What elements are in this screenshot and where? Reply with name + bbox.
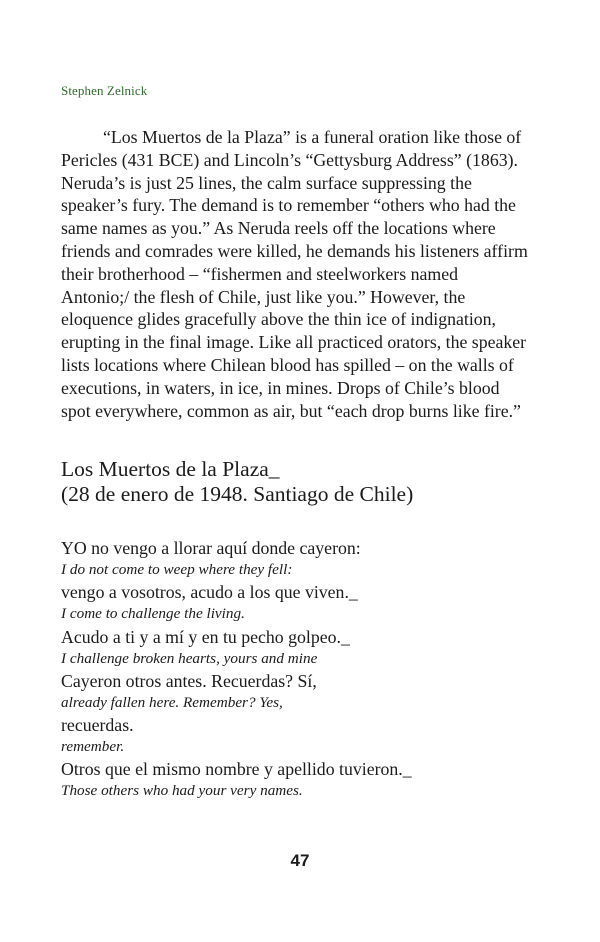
essay-line: Antonio;/ the flesh of Chile, just like you.” However, the [61, 286, 466, 307]
essay-line: “Los Muertos de la Plaza” is a funeral oration like those of [103, 127, 522, 147]
essay-line: speaker’s fury. The demand is to remember “others who had the [61, 195, 516, 216]
running-header-author: Stephen Zelnick [61, 83, 148, 98]
essay-line: erupting in the final image. Like all practiced orators, the speaker [61, 332, 527, 353]
poem-line-english: Those others who had your very names. [61, 782, 303, 800]
poem-line-spanish: recuerdas. [61, 715, 134, 736]
poem-line-spanish: Cayeron otros antes. Recuerdas? Sí, [61, 670, 317, 691]
poem-subtitle-date: (28 de enero de 1948. Santiago de Chile) [61, 482, 414, 506]
essay-line: Neruda’s is just 25 lines, the calm surface suppressing the [61, 172, 472, 193]
poem-line-english: I do not come to weep where they fell: [61, 561, 293, 578]
poem-line-spanish: vengo a vosotros, acudo a los que viven._ [61, 582, 358, 603]
poem-line-english: already fallen here. Remember? Yes, [61, 693, 283, 711]
poem-title-line: Los Muertos de la Plaza_ [61, 457, 280, 481]
essay-line: their brotherhood – “fishermen and steelworkers named [61, 263, 458, 284]
poem-line-english: I come to challenge the living. [61, 605, 245, 623]
essay-line: spot everywhere, common as air, but “each drop burns like fire.” [61, 400, 521, 421]
poem-line-english: remember. [61, 738, 125, 756]
poem-line-english: I challenge broken hearts, yours and mine [61, 649, 318, 667]
essay-line: lists locations where Chilean blood has spilled – on the walls of [61, 354, 514, 375]
poem-title [61, 457, 413, 507]
page-number: 47 [290, 851, 310, 870]
essay-paragraph [61, 126, 561, 422]
poem-line-spanish: Acudo a ti y a mí y en tu pecho golpeo._ [61, 626, 350, 647]
poem-line-spanish: YO no vengo a llorar aquí donde cayeron: [61, 538, 361, 558]
poem-body [61, 538, 561, 804]
essay-line: Pericles (431 BCE) and Lincoln’s “Gettysburg Address” (1863). [61, 149, 518, 170]
essay-line: friends and comrades were killed, he demands his listeners affirm [61, 240, 528, 261]
essay-line: same names as you.” As Neruda reels off the locations where [61, 218, 496, 239]
poem-line-spanish: Otros que el mismo nombre y apellido tuvieron._ [61, 759, 412, 780]
essay-line: executions, in waters, in ice, in mines. Drops of Chile’s blood [61, 377, 500, 398]
essay-line: eloquence glides gracefully above the thin ice of indignation, [61, 309, 496, 330]
